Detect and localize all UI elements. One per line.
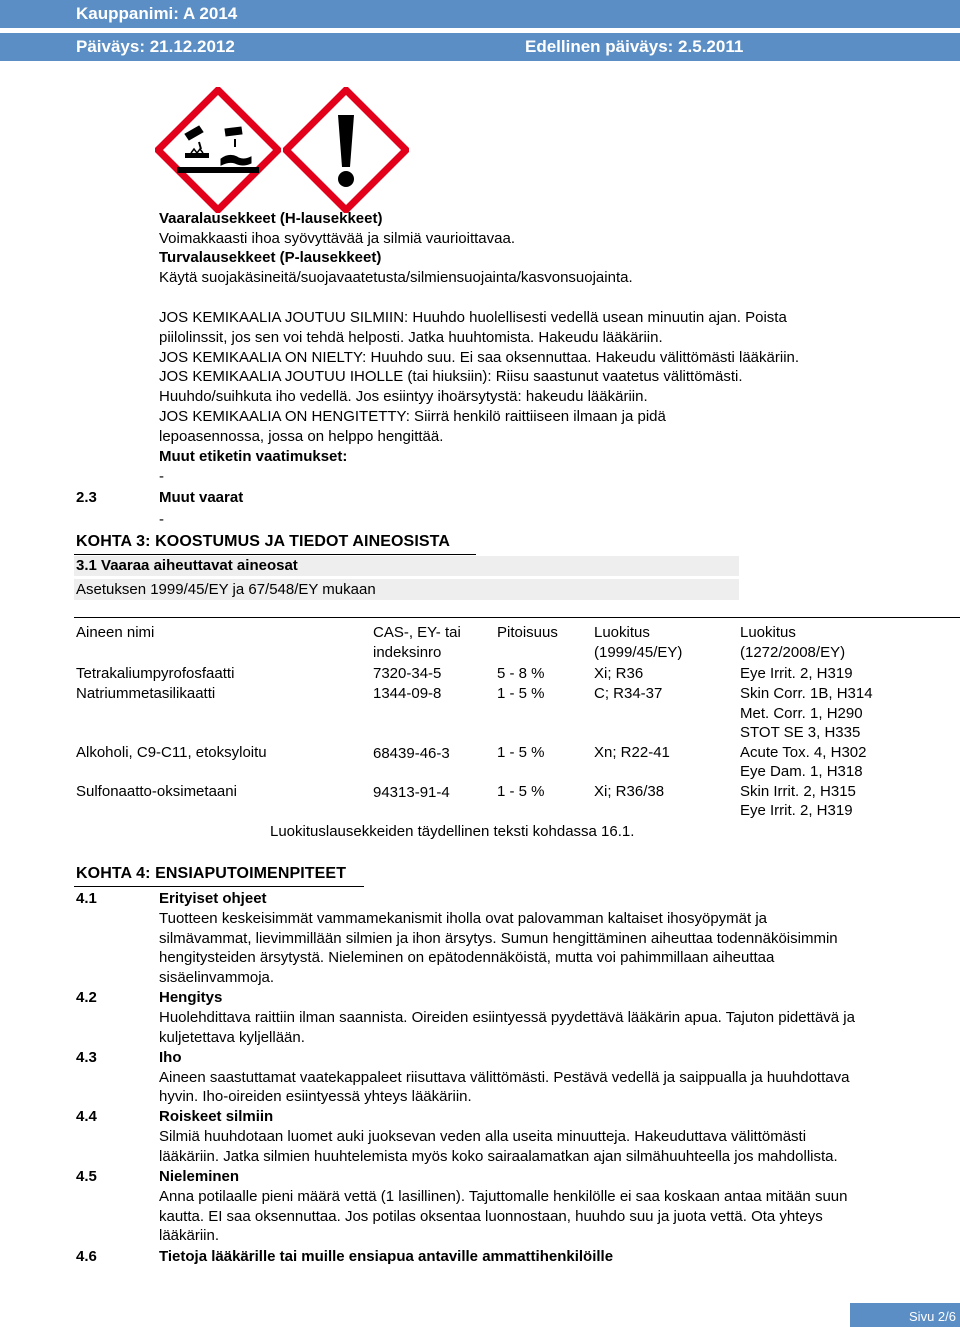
subsection-title: Hengitys bbox=[159, 989, 223, 1006]
subsection-text: Huolehdittava raittiin ilman saannista. Oireiden esiintyessä pyydettävä lääkärin apua. Tajuton pidettävä ja bbox=[159, 1009, 855, 1026]
header-classification-dsd: Luokitus bbox=[594, 624, 650, 641]
subsection-text: hengitysteiden ärsytystä. Nieleminen on epätodennäköistä, mutta voi pahimmillaan aiheuttaa bbox=[159, 949, 775, 966]
row-substance-name: Tetrakaliumpyrofosfaatti bbox=[76, 665, 235, 682]
row-substance-name: Alkoholi, C9-C11, etoksyloitu bbox=[76, 744, 267, 761]
instruction-line: piilolinssit, jos sen voi tehdä helposti. Jatka huuhtomista. Hakeudu lääkäriin. bbox=[159, 329, 663, 346]
header-cas: CAS-, EY- tai bbox=[373, 624, 461, 641]
subsection-text: Aineen saastuttamat vaatekappaleet riisuttava välittömästi. Pestävä vedellä ja saippualla ja huuhdottava bbox=[159, 1069, 850, 1086]
p-statements-text: Käytä suojakäsineitä/suojavaatetusta/silmiensuojainta/kasvonsuojainta. bbox=[159, 269, 633, 286]
clp-item: Eye Irrit. 2, H319 bbox=[740, 665, 853, 682]
corrosion-pictogram bbox=[155, 87, 281, 213]
subsection-text: hyvin. Iho-oireiden esiintyessä yhteys lääkäriin. bbox=[159, 1088, 472, 1105]
header-classification-clp-2: (1272/2008/EY) bbox=[740, 644, 846, 661]
header-classification-clp: Luokitus bbox=[740, 624, 796, 641]
date: Päiväys: 21.12.2012 bbox=[76, 37, 235, 56]
row-concentration: 1 - 5 % bbox=[497, 685, 545, 702]
subsection-text: silmävammat, lievimmillään silmien ja ihon ärsytys. Sumun hengittäminen aiheuttaa todennäköisimmin bbox=[159, 930, 838, 947]
subsection-title: Roiskeet silmiin bbox=[159, 1108, 274, 1125]
row-concentration: 1 - 5 % bbox=[497, 744, 545, 761]
row-cas: 7320-34-5 bbox=[373, 665, 442, 682]
section-2-3-title: Muut vaarat bbox=[159, 489, 244, 506]
clp-item: STOT SE 3, H335 bbox=[740, 724, 861, 741]
subsection-title: Nieleminen bbox=[159, 1168, 240, 1185]
subsection-text: Tuotteen keskeisimmät vammamekanismit iholla ovat palovamman kaltaiset ihosyöpymät ja bbox=[159, 910, 768, 927]
header-date-band bbox=[0, 33, 960, 61]
subsection-title: Iho bbox=[159, 1049, 182, 1066]
regulation-text: Asetuksen 1999/45/EY ja 67/548/EY mukaan bbox=[76, 581, 376, 598]
instruction-line: JOS KEMIKAALIA ON HENGITETTY: Siirrä henkilö raittiiseen ilmaan ja pidä bbox=[159, 408, 666, 425]
instruction-line: JOS KEMIKAALIA JOUTUU IHOLLE (tai hiuksiin): Riisu saastunut vaatetus välittömästi. bbox=[159, 368, 743, 385]
subsection-3-1-title: 3.1 Vaaraa aiheuttavat aineosat bbox=[76, 557, 298, 574]
header-concentration: Pitoisuus bbox=[497, 624, 558, 641]
subsection-text: lääkäriin. bbox=[159, 1227, 220, 1244]
instruction-line: JOS KEMIKAALIA JOUTUU SILMIIN: Huuhdo huolellisesti vedellä usean minuutin ajan. Poista bbox=[159, 309, 787, 326]
row-classification: C; R34-37 bbox=[594, 685, 663, 702]
subsection-number: 4.1 bbox=[76, 890, 97, 907]
section-2-3-value: - bbox=[159, 511, 164, 528]
subsection-number: 4.6 bbox=[76, 1248, 97, 1265]
instruction-line: lepoasennossa, jossa on helppo hengittää. bbox=[159, 428, 444, 445]
other-label-requirements-title: Muut etiketin vaatimukset: bbox=[159, 448, 348, 465]
subsection-text: sisäelinvammoja. bbox=[159, 969, 275, 986]
clp-item: Skin Corr. 1B, H314 bbox=[740, 685, 873, 702]
footer-band bbox=[850, 1303, 960, 1327]
subsection-text: Silmiä huuhdotaan luomet auki juoksevan veden alla useita minuutteja. Hakeuduttava välittömästi bbox=[159, 1128, 807, 1145]
row-classification: Xi; R36/38 bbox=[594, 783, 665, 800]
row-concentration: 5 - 8 % bbox=[497, 665, 545, 682]
h-statements-text: Voimakkaasti ihoa syövyttävää ja silmiä vaurioittavaa. bbox=[159, 230, 516, 247]
clp-item: Skin Irrit. 2, H315 bbox=[740, 783, 856, 800]
exclamation-pictogram bbox=[283, 87, 409, 213]
h-statements-title: Vaaralausekkeet (H-lausekkeet) bbox=[159, 210, 383, 227]
row-cas: 1344-09-8 bbox=[373, 685, 442, 702]
p-statements-title: Turvalausekkeet (P-lausekkeet) bbox=[159, 249, 382, 266]
clp-item: Acute Tox. 4, H302 bbox=[740, 744, 867, 761]
section-4-title: KOHTA 4: ENSIAPUTOIMENPITEET bbox=[76, 865, 347, 882]
header-substance-name: Aineen nimi bbox=[76, 624, 155, 641]
row-classification: Xn; R22-41 bbox=[594, 744, 670, 761]
row-cas: 68439-46-3 bbox=[373, 745, 450, 762]
section-3-underline bbox=[74, 554, 476, 555]
clp-item: Eye Irrit. 2, H319 bbox=[740, 802, 853, 819]
section-4-underline bbox=[74, 886, 364, 887]
row-substance-name: Natriummetasilikaatti bbox=[76, 685, 216, 702]
subsection-number: 4.3 bbox=[76, 1049, 97, 1066]
instruction-line: JOS KEMIKAALIA ON NIELTY: Huuhdo suu. Ei saa oksennuttaa. Hakeudu välittömästi lääkäriin. bbox=[159, 349, 800, 366]
row-classification: Xi; R36 bbox=[594, 665, 644, 682]
previous-date: Edellinen päiväys: 2.5.2011 bbox=[525, 37, 744, 56]
subsection-text: lääkäriin. Jatka silmien huuhtelemista myös koko sairaalamatkan ajan silmähuuhteella jos mahdollista. bbox=[159, 1148, 838, 1165]
other-label-requirements-value: - bbox=[159, 468, 164, 485]
row-substance-name: Sulfonaatto-oksimetaani bbox=[76, 783, 237, 800]
row-cas: 94313-91-4 bbox=[373, 784, 450, 801]
classification-note: Luokituslausekkeiden täydellinen teksti kohdassa 16.1. bbox=[270, 823, 635, 840]
subsection-text: kuljetettava kyljellään. bbox=[159, 1029, 305, 1046]
row-concentration: 1 - 5 % bbox=[497, 783, 545, 800]
section-3-title: KOHTA 3: KOOSTUMUS JA TIEDOT AINEOSISTA bbox=[76, 533, 450, 550]
header-product-band bbox=[0, 0, 960, 28]
subsection-number: 4.2 bbox=[76, 989, 97, 1006]
subsection-title: Erityiset ohjeet bbox=[159, 890, 267, 907]
header-classification-dsd-2: (1999/45/EY) bbox=[594, 644, 683, 661]
subsection-text: Anna potilaalle pieni määrä vettä (1 lasillinen). Tajuttomalle henkilölle ei saa koskaan antaa mitään suun bbox=[159, 1188, 848, 1205]
table-top-rule bbox=[74, 617, 960, 618]
subsection-number: 4.4 bbox=[76, 1108, 97, 1125]
section-2-3-number: 2.3 bbox=[76, 489, 97, 506]
subsection-title: Tietoja lääkärille tai muille ensiapua antaville ammattihenkilöille bbox=[159, 1248, 614, 1265]
header-cas-2: indeksinro bbox=[373, 644, 442, 661]
clp-item: Eye Dam. 1, H318 bbox=[740, 763, 863, 780]
instruction-line: Huuhdo/suihkuta iho vedellä. Jos esiintyy ihoärsytystä: hakeudu lääkäriin. bbox=[159, 388, 648, 405]
subsection-text: kautta. EI saa oksennuttaa. Jos potilas oksentaa luonnostaan, huuhdo suu ja juota vettä. Ota yhteys bbox=[159, 1208, 823, 1225]
clp-item: Met. Corr. 1, H290 bbox=[740, 705, 863, 722]
page-number: Sivu 2/6 bbox=[909, 1309, 956, 1324]
subsection-number: 4.5 bbox=[76, 1168, 97, 1185]
product-name: Kauppanimi: A 2014 bbox=[76, 4, 238, 23]
